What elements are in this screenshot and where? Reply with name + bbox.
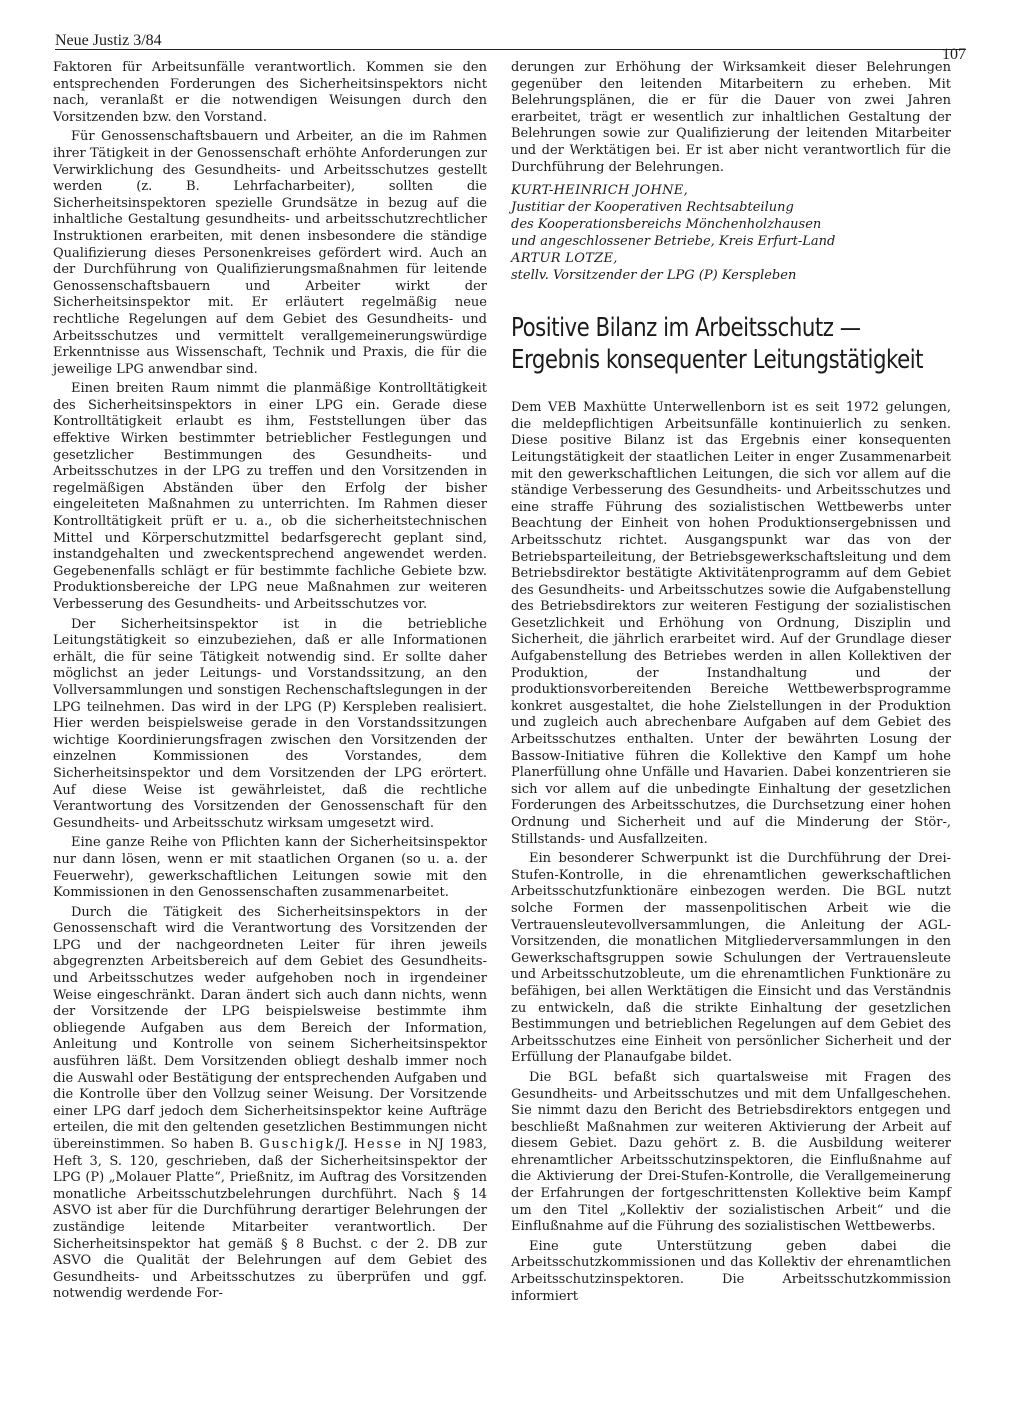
author-signature — [511, 182, 951, 284]
paragraph-text: /J. — [335, 1137, 348, 1152]
paragraph-text: Durch die Tätigkeit des Sicherheitsinspektors in der Genossenschaft wird die Verantwortung des Vorsitzenden der LPG und der nachgeordneten Leiter für ihren jeweils abgegrenzten Arbeitsbereich auf dem Gebiet des Gesundheits- und Arbeitsschutzes weder aufgehoben noch in irgendeiner Weise eingeschränkt. Daran ändert sich auch dann nichts, wenn der Vorsitzende der LPG beispielsweise bestimmte ihm obliegende Aufgaben aus dem Bereich der Information, Anleitung und Kontrolle von seinem Sicherheitsinspektor ausführen läßt. Dem Vorsitzenden obliegt deshalb immer noch die Auswahl oder Bestätigung der entsprechenden Aufgaben und die Kontrolle über den Vollzug seiner Weisung. Der Vorsitzende einer LPG darf jedoch dem Sicherheitsinspektor keine Aufträge erteilen, die mit den geltenden gesetzlichen Bestimmungen nicht übereinstimmen. — [53, 904, 487, 1152]
page-header — [55, 28, 966, 63]
author-affiliation: stellv. Vorsitzender der LPG (P) Kerspleben — [511, 268, 797, 284]
author-name: KURT-HEINRICH JOHNE, — [511, 183, 689, 199]
headline-line: Ergebnis konsequenter Leitungstätigkeit — [511, 345, 924, 376]
paragraph: Der Sicherheitsinspektor ist in die betriebliche Leitungstätigkeit so einzubeziehen, daß er alle Informationen erhält, die für seine Tätigkeit notwendig sind. Er sollte daher möglichst an jeder Leitungs- und Vorstandssitzung, an den Vollversammlungen und sonstigen Rechenschaftslegungen in der LPG teilnehmen. Das wird in der LPG (P) Kerspleben realisiert. Hier werden beispielsweise gerade in den Vorstandssitzungen wichtige Koordinierungsfragen zwischen den Vorsitzenden der einzelnen Kommissionen des Vorstandes, dem Sicherheitsinspektor und dem Vorsitzenden der LPG erörtert. Auf diese Weise ist gewährleistet, daß die rechtliche Verantwortung des Vorsitzenden der Genossenschaft für den Gesundheits- und Arbeitsschutz wirksam umgesetzt wird. — [53, 616, 487, 831]
paragraph: Die BGL befaßt sich quartalsweise mit Fragen des Gesundheits- und Arbeitsschutzes und mit dem Unfallgeschehen. Sie nimmt dazu den Bericht des Betriebsdirektors entgegen und beschließt Maßnahmen zur weiteren Aktivierung der Arbeit auf diesem Gebiet. Dazu gehört z. B. die Ausbildung weiterer ehrenamtlicher Arbeitsschutzinspektoren, die Einflußnahme auf die Aktivierung der Drei-Stufen-Kontrolle, die Verallgemeinerung der Erfahrungen der fortgeschrittensten Kollektive beim Kampf um den Titel „Kollektiv der sozialistischen Arbeit“ und die Einflußnahme auf die Führung des sozialistischen Wettbewerbs. — [511, 1069, 951, 1235]
paragraph: Eine gute Unterstützung geben dabei die Arbeitsschutzkommissionen und das Kollektiv der ehrenamtlichen Arbeitsschutzinspektoren. Die Arbeitsschutzkommission informiert — [511, 1238, 951, 1304]
paragraph: Einen breiten Raum nimmt die planmäßige Kontrolltätigkeit des Sicherheitsinspektors in einer LPG ein. Gerade diese Kontrolltätigkeit erlaubt es ihm, Feststellungen über das effektive Wirken bestimmter betrieblicher Festlegungen und gesetzlicher Bestimmungen des Gesundheits- und Arbeitsschutzes in der LPG zu treffen und den Vorsitzenden in regelmäßigen Abständen über den Erfolg der bisher eingeleiteten Maßnahmen zu unterrichten. Im Rahmen dieser Kontrolltätigkeit prüft er u. a., ob die sicherheitstechnischen Mittel und Körperschutzmittel bedarfsgerecht geplant sind, instandgehalten und zweckentsprechend angewendet werden. Gegebenenfalls schlägt er für bestimmte fachliche Gebiete bzw. Produktionsbereiche der LPG neue Maßnahmen zur weiteren Verbesserung des Gesundheits- und Arbeitsschutzes vor. — [53, 381, 487, 612]
header-rule — [55, 49, 966, 50]
left-column — [53, 60, 487, 1306]
paragraph: Ein besonderer Schwerpunkt ist die Durchführung der Drei-Stufen-Kontrolle, in die ehrenamtlichen gewerkschaftlichen Arbeitsschutzfunktionäre einbezogen werden. Die BGL nutzt solche Formen der massenpolitischen Arbeit wie die Vertrauensleutevollversammlungen, die Anleitung der AGL-Vorsitzenden, die monatlichen Mitgliederversammlungen in den Gewerkschaftsgruppen sowie Schulungen der Vertrauensleute und Arbeitsschutzobleute, um die ehrenamtlichen Funktionäre zu befähigen, bei allen Werktätigen die Einsicht und das Verständnis zu entwickeln, daß die strikte Einhaltung der gesetzlichen Bestimmungen und betrieblichen Regelungen auf dem Gebiet des Arbeitsschutzes eine Einheit von persönlicher Sicherheit und der Erfüllung der Planaufgabe bildet. — [511, 851, 951, 1066]
author-affiliation: und angeschlossener Betriebe, Kreis Erfurt-Land — [511, 234, 836, 250]
author-affiliation: des Kooperationsbereichs Mönchenholzhausen — [511, 217, 822, 233]
author-name: ARTUR LOTZE, — [511, 251, 618, 267]
right-column — [511, 60, 951, 1308]
article-headline — [511, 312, 954, 376]
cited-author: Guschigk — [259, 1137, 336, 1152]
paragraph: Dem VEB Maxhütte Unterwellenborn ist es seit 1972 gelungen, die meldepflichtigen Arbeitsunfälle kontinuierlich zu senken. Diese positive Bilanz ist das Ergebnis einer konsequenten Leitungstätigkeit der staatlichen Leiter in enger Zusammenarbeit mit den gewerkschaftlichen Leitungen, die sich vor allem auf die ständige Verbesserung des Gesundheits- und Arbeitsschutzes und eine straffe Führung des sozialistischen Wettbewerbs unter Beachtung der Einheit von hohen Produktionsergebnissen und Arbeitsschutz richtet. Ausgangspunkt war das von der Betriebsparteileitung, der Betriebsgewerkschaftsleitung und dem Betriebsdirektor bestätigte Aktivitätenprogramm auf dem Gebiet des Gesundheits- und Arbeitsschutzes sowie die Aufgabenstellung des Betriebsdirektors zur weiteren Festigung der sozialistischen Gesetzlichkeit und Erhöhung von Ordnung, Disziplin und Sicherheit, die jährlich erarbeitet wird. Auf der Grundlage dieser Aufgabenstellung des Betriebes werden in allen Kollektiven der Produktion, der Instandhaltung und der produktionsvorbereitenden Bereiche Wettbewerbsprogramme konkret ausgestaltet, die hohe Zielstellungen in der Produktion und zugleich auch abrechenbare Aufgaben auf dem Gebiet des Arbeitsschutzes enthalten. Unter der bewährten Losung der Bassow-Initiative führen die Kollektive den Kampf um hohe Planerfüllung ohne Unfälle und Havarien. Dabei konzentrieren sie sich vor allem auf die unbedingte Einhaltung der gesetzlichen Forderungen des Arbeitsschutzes, die Durchsetzung einer hohen Ordnung und Sicherheit und auf die Minderung der Stör-, Stillstands- und Ausfallzeiten. — [511, 400, 951, 847]
author-affiliation: Justitiar der Kooperativen Rechtsabteilung — [511, 200, 794, 216]
running-title: Neue Justiz 3/84 — [55, 32, 162, 49]
paragraph: Eine ganze Reihe von Pflichten kann der Sicherheitsinspektor nur dann lösen, wenn er mit staatlichen Organen (so u. a. der Feuerwehr), gewerkschaftlichen Leitungen sowie mit den Kommissionen in den Genossenschaften zusammenarbeitet. — [53, 835, 487, 901]
paragraph: Faktoren für Arbeitsunfälle verantwortlich. Kommen sie den entsprechenden Forderungen des Sicherheitsinspektors nicht nach, veranlaßt er die notwendigen Weisungen durch den Vorsitzenden bzw. den Vorstand. — [53, 60, 487, 125]
paragraph-text: So haben B. — [170, 1137, 254, 1152]
paragraph — [53, 905, 487, 1303]
cited-author: Hesse — [353, 1137, 403, 1152]
headline-line: Positive Bilanz im Arbeitsschutz — — [511, 313, 861, 344]
paragraph: derungen zur Erhöhung der Wirksamkeit dieser Belehrungen gegenüber den leitenden Mitarbeitern zu erheben. Mit Belehrungsplänen, die er für die Dauer von zwei Jahren erarbeitet, trägt er wesentlich zur inhaltlichen Gestaltung der Belehrungen sowie zur Qualifizierung der leitenden Mitarbeiter und der Werktätigen bei. Er ist aber nicht verantwortlich für die Durchführung der Belehrungen. — [511, 60, 951, 175]
paragraph: Für Genossenschaftsbauern und Arbeiter, an die im Rahmen ihrer Tätigkeit in der Genossenschaft erhöhte Anforderungen zur Verwirklichung des Gesundheits- und Arbeitsschutzes gestellt werden (z. B. Lehrfacharbeiter), sollten die Sicherheitsinspektoren spezielle Grundsätze in bezug auf die inhaltliche Gestaltung gesundheits- und arbeitsschutzrechtlicher Instruktionen erarbeiten, mit denen insbesondere die ständige Qualifizierung dieses Personenkreises gefördert wird. Auch an der Durchführung von Qualifizierungsmaßnahmen für leitende Genossenschaftsbauern und Arbeiter wirkt der Sicherheitsinspektor mit. Er erläutert regelmäßig neue rechtliche Regelungen auf dem Gebiet des Gesundheits- und Arbeitsschutzes und vermittelt verallgemeinerungswürdige Erkenntnisse aus Wissenschaft, Technik und Praxis, die für die jeweilige LPG anwendbar sind. — [53, 129, 487, 377]
page-number: 107 — [942, 46, 966, 63]
paragraph-text: in NJ 1983, Heft 3, S. 120, geschrieben, daß der Sicherheitsinspektor der LPG (P) „Molauer Platte“, Prießnitz, im Auftrag des Vorsitzenden monatliche Arbeitsschutzbelehrungen durchführt. Nach § 14 ASVO ist aber für die Durchführung derartiger Belehrungen der zuständige leitende Mitarbeiter verantwortlich. Der Sicherheitsinspektor hat gemäß § 8 Buchst. c der 2. DB zur ASVO die Qualität der Belehrungen auf dem Gebiet des Gesundheits- und Arbeitsschutzes zu überprüfen und ggf. notwendig werdende For- — [53, 1137, 487, 1302]
